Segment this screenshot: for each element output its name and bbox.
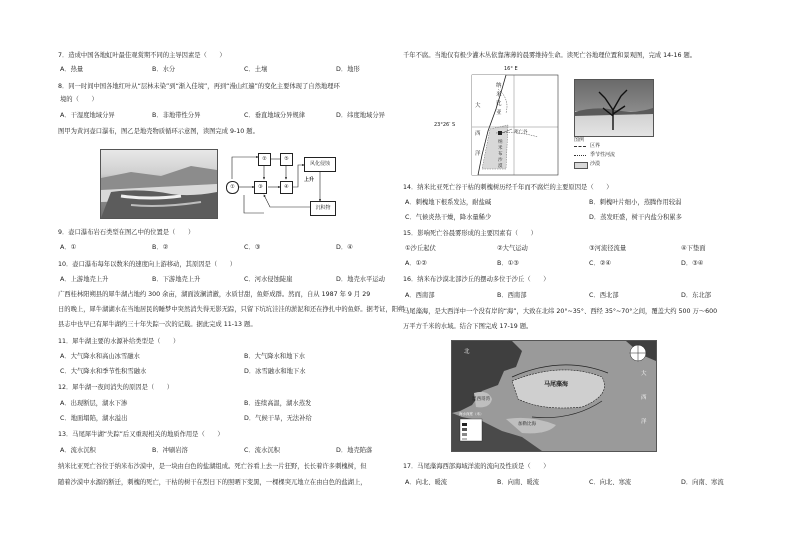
- q12-options-row2: [60, 415, 404, 423]
- desert-char-3: 布: [498, 152, 503, 157]
- ocean-char-3: 洋: [475, 151, 481, 157]
- q14-options-row2: [405, 214, 749, 222]
- q17-option-a[interactable]: A．向北、暖流: [405, 479, 448, 486]
- q9-option-c[interactable]: C．③: [244, 244, 261, 251]
- dead-tree-image: [575, 80, 653, 136]
- sargasso-sea-map: [451, 340, 657, 452]
- q10-option-a[interactable]: A．上游地壳上升: [60, 276, 109, 283]
- legend-river-line: [574, 155, 586, 156]
- q14-options-row1: [405, 199, 749, 207]
- uplift-label: 上升: [304, 177, 315, 183]
- q16-option-c[interactable]: C．西北部: [589, 292, 619, 299]
- gulf-of-mexico-label: 墨西哥湾: [472, 397, 490, 402]
- legend-boundary-line: [574, 146, 586, 147]
- q8-option-b[interactable]: B．非地带性分异: [152, 112, 201, 119]
- q15-item-4: ④下垫面: [681, 245, 706, 252]
- desert-char-4: 沙: [498, 158, 503, 163]
- q11-stem: 11．犀牛湖主要的水源补给类型是（ ）: [58, 338, 180, 345]
- intro-17-19-line1: 马尾藻海，是大西洋中一个没有岸的“海”，大致在北纬 20°~35°、西经 35°~70°之间，覆盖大约 500 万～600: [403, 308, 718, 315]
- q14-stem: 14．纳米比亚死亡谷干枯的刺槐树历经千年而不腐烂的主要原因是（ ）: [403, 184, 613, 191]
- q11-option-c[interactable]: C．大气降水和季节性积雪融水: [60, 368, 147, 375]
- intro-11-13-line2: 日的晚上，犀牛湖湖水在当地居民的睡梦中突然消失得无影无踪，只留下坑坑洼洼的淤泥和还在挣扎中的鱼虾。据考证，阳朔: [58, 306, 405, 313]
- desert-char-5: 漠: [498, 164, 503, 169]
- q7-option-b[interactable]: B．水分: [152, 66, 176, 73]
- q16-stem: 16．纳米布沙漠北部沙丘的摆动多位于沙丘（ ）: [403, 276, 550, 283]
- q12-stem: 12．犀牛湖一夜间消失的原因是（ ）: [58, 384, 174, 391]
- latitude-label: 23°26′ S: [434, 122, 456, 128]
- depth-legend-title: 海水深度（米）: [459, 412, 484, 416]
- q15-option-d[interactable]: D．③④: [681, 260, 704, 267]
- q7-options: [60, 66, 416, 74]
- q11-option-a[interactable]: A．大气降水和高山冰雪融水: [60, 353, 140, 360]
- caribbean-label: 加勒比海: [518, 422, 536, 427]
- q12-option-b[interactable]: B．连续高温，湖水蒸发: [244, 400, 312, 407]
- node-5: ⑤: [280, 153, 293, 166]
- legend-boundary: 区界: [590, 143, 601, 149]
- q7-option-c[interactable]: C．土壤: [244, 66, 268, 73]
- q13-option-c[interactable]: C．流水沉积: [244, 447, 280, 454]
- q12-options-row1: [60, 400, 404, 408]
- q10-stem: 10．壶口瀑布每年以数米的速度向上游移动，其原因是（ ）: [58, 261, 237, 268]
- namibia-char-2: 米: [496, 92, 502, 98]
- q12-option-a[interactable]: A．出现断层，湖水下渗: [60, 400, 128, 407]
- q17-option-d[interactable]: D．向南、寒流: [681, 479, 724, 486]
- map-legend: [574, 137, 644, 177]
- q8-stem-line1: 8．同一时间中国各地红叶从“层林未染”到“渐入佳境”，再到“漫山红遍”的变化主要体现了自然地理环: [58, 83, 340, 90]
- node-4: ④: [280, 181, 293, 194]
- q15-option-a[interactable]: A．①②: [405, 260, 427, 267]
- q16-option-b[interactable]: B．西南部: [497, 292, 527, 299]
- q15-stem: 15．影响死亡谷晨雾形成的主要因素有（ ）: [403, 230, 537, 237]
- q10-option-b[interactable]: B．下游地壳上升: [152, 276, 201, 283]
- q16-option-a[interactable]: A．西南部: [405, 292, 435, 299]
- namibia-char-3: 比: [496, 101, 502, 107]
- intro-11-13-line3: 县志中也早已有犀牛湖约三十年失踪一次的记载。据此完成 11-13 题。: [58, 321, 257, 328]
- q13-stem: 13．马尾犀牛湖“失踪”后又重现相关的地质作用是（ ）: [58, 431, 224, 438]
- node-1: ①: [226, 181, 239, 194]
- q11-option-b[interactable]: B．大气降水和地下水: [244, 353, 305, 360]
- desert-char-2: 米: [498, 146, 503, 151]
- q12-option-c[interactable]: C．地面塌陷，湖水溢出: [60, 415, 128, 422]
- atlantic-char-2: 西: [641, 395, 647, 401]
- legend-river: 季节性河流: [590, 152, 616, 158]
- node-2: ②: [258, 153, 271, 166]
- intro-14-16-line1: 纳米比亚死亡谷位于纳米布沙漠中，是一块由白色的盐湖组成。死亡谷看上去一片狂野，长长着许多刺槐树，但: [58, 463, 367, 470]
- q17-option-c[interactable]: C．向北、寒流: [589, 479, 632, 486]
- q9-option-a[interactable]: A．①: [60, 244, 77, 251]
- atlantic-char-1: 大: [641, 371, 647, 377]
- ocean-char-1: 大: [475, 103, 481, 109]
- weathering-box: 风化侵蚀: [304, 157, 336, 172]
- q16-options: [405, 292, 761, 300]
- q15-options: [405, 260, 761, 268]
- hukou-waterfall-photo: [100, 149, 218, 219]
- namibia-map: [434, 66, 560, 177]
- q15-option-b[interactable]: B．①③: [497, 260, 519, 267]
- deadvlei-label: 死亡谷: [514, 130, 528, 135]
- waterfall-image: [101, 150, 217, 218]
- q15-item-1: ①沙丘起伏: [405, 245, 436, 252]
- q9-options: [60, 244, 416, 252]
- legend-desert: 沙漠: [590, 161, 601, 167]
- q13-option-a[interactable]: A．流水沉积: [60, 447, 96, 454]
- atlantic-char-3: 洋: [641, 419, 647, 425]
- q14-option-b[interactable]: B．刺槐叶片细小，蒸腾作用较弱: [589, 199, 682, 206]
- q12-option-d[interactable]: D．气候干旱，无法补给: [244, 415, 312, 422]
- intro-17-19-line2: 万平方千米的水域。结合下图完成 17-19 题。: [403, 323, 533, 330]
- q15-item-3: ③河流径流量: [589, 245, 627, 252]
- q8-option-a[interactable]: A．干湿度地域分异: [60, 112, 115, 119]
- q16-option-d[interactable]: D．东北部: [681, 292, 712, 299]
- node-3: ③: [254, 181, 267, 194]
- q13-option-d[interactable]: D．地壳陷落: [336, 447, 373, 454]
- legend-desert-swatch: [574, 162, 588, 169]
- intro-14-16-line2: 随着沙漠中水源的断迁，刺槐的死亡，干枯的树干在烈日下的照晒下变黑，一棵棵突兀地立在由白色的盐湖上，: [58, 479, 367, 486]
- longitude-label: 16° E: [504, 66, 518, 72]
- north-america-label: 北: [464, 349, 470, 355]
- sediment-box: 沉积物: [310, 201, 336, 216]
- q17-options: [405, 479, 761, 487]
- q14-option-c[interactable]: C．气候炎热干燥，降水量稀少: [405, 214, 492, 221]
- q15-items: [405, 245, 761, 253]
- q10-option-c[interactable]: C．河水侵蚀陡崖: [244, 276, 293, 283]
- rock-cycle-diagram: [224, 149, 339, 219]
- q7-option-d[interactable]: D．地形: [336, 66, 360, 73]
- q8-option-c[interactable]: C．垂直地域分异规律: [244, 112, 306, 119]
- q11-options-row1: [60, 353, 404, 361]
- namibia-char-4: 亚: [496, 110, 502, 116]
- namibia-char-1: 纳: [496, 83, 502, 89]
- q9-option-d[interactable]: D．④: [336, 244, 353, 251]
- q8-option-d[interactable]: D．纬度地域分异: [336, 112, 385, 119]
- intro-11-13-line1: 广西桂林阳朔县的犀牛湖占地约 300 余亩，湖面波澜清澈，水质甘甜，鱼虾成群。然而，自从 1987 年 9 月 29: [58, 291, 371, 298]
- q9-option-b[interactable]: B．②: [152, 244, 169, 251]
- q11-option-d[interactable]: D．冰雪融水和地下水: [244, 368, 306, 375]
- q14-option-d[interactable]: D．蒸发旺盛，树干内盐分积累多: [589, 214, 683, 221]
- q13-options: [60, 447, 416, 455]
- q8-stem-line2: 境的（ ）: [60, 96, 98, 103]
- intro-9-10: 图甲为黄河壶口瀑布，图乙是地壳物质循环示意图，读图完成 9-10 题。: [58, 128, 259, 135]
- q15-option-c[interactable]: C．②④: [589, 260, 611, 267]
- deadvlei-photo: [574, 79, 654, 137]
- q17-option-b[interactable]: B．向南、暖流: [497, 479, 540, 486]
- q8-options: [60, 112, 416, 120]
- q14-option-a[interactable]: A．刺槐地下根系发达，耐盐碱: [405, 199, 492, 206]
- q7-option-a[interactable]: A．热量: [60, 66, 84, 73]
- q15-item-2: ②大气运动: [497, 245, 528, 252]
- q17-stem: 17．马尾藻海西部海域洋流的流向及性质是（ ）: [403, 463, 550, 470]
- sargasso-label: 马尾藻海: [544, 381, 569, 388]
- ocean-char-2: 西: [475, 131, 481, 137]
- q11-options-row2: [60, 368, 404, 376]
- namibia-map-graphic: [468, 69, 560, 177]
- q10-options: [60, 276, 416, 284]
- q10-option-d[interactable]: D．地壳水平运动: [336, 276, 385, 283]
- q9-stem: 9．壶口瀑布岩石类型在图乙中的位置是（ ）: [58, 229, 195, 236]
- q7-stem: 7．造成中国各地虹叶最佳观赏期不同的主导因素是（ ）: [58, 52, 226, 59]
- q13-option-b[interactable]: B．冲刷岩溶: [152, 447, 188, 454]
- legend-title: 图例: [574, 137, 585, 143]
- intro-continued: 千年不腐。当地仅有极少灌木丛依靠薄薄的晨雾维持生命。读死亡谷地理位置和景观图，完成 14-16 题。: [403, 52, 697, 59]
- desert-char-1: 纳: [498, 140, 503, 145]
